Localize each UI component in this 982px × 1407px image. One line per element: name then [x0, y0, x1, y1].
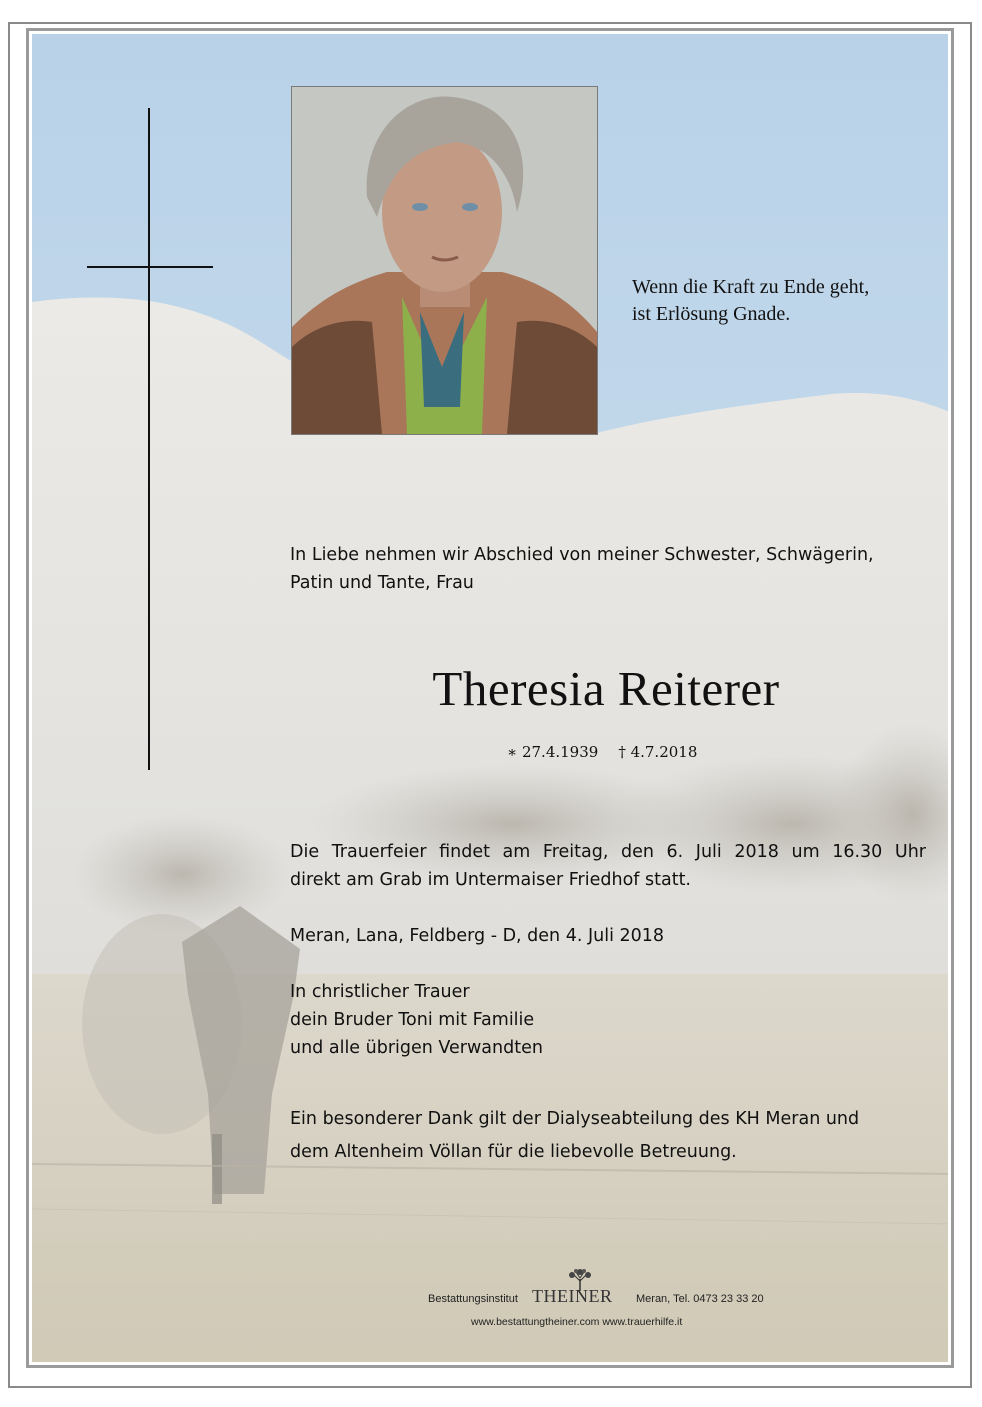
mourners-list	[290, 978, 930, 1062]
intro-line: In Liebe nehmen wir Abschied von meiner Schwester, Schwägerin,	[290, 545, 874, 565]
ceremony-info	[290, 838, 926, 894]
intro-line: Patin und Tante, Frau	[290, 573, 474, 593]
thanks-line: dem Altenheim Völlan für die liebevolle Betreuung.	[290, 1142, 737, 1162]
thanks-line: Ein besonderer Dank gilt der Dialyseabteilung des KH Meran und	[290, 1109, 860, 1129]
footer-label: Bestattungsinstitut	[428, 1293, 518, 1305]
birth-date: ∗ 27.4.1939	[507, 743, 599, 761]
intro-text	[290, 541, 950, 597]
portrait-photo	[291, 86, 598, 435]
quote-line: Wenn die Kraft zu Ende geht,	[632, 276, 870, 298]
ceremony-line: direkt am Grab im Untermaiser Friedhof statt.	[290, 870, 691, 890]
funeral-home-footer	[0, 1283, 982, 1328]
death-date: † 4.7.2018	[618, 743, 698, 761]
life-dates	[507, 743, 697, 761]
funeral-home-brand: THEINER	[532, 1286, 613, 1306]
memorial-quote	[632, 274, 952, 328]
quote-line: ist Erlösung Gnade.	[632, 303, 791, 325]
footer-contact: Meran, Tel. 0473 23 33 20	[636, 1293, 764, 1305]
thanks-note	[290, 1103, 930, 1169]
footer-websites: www.bestattungtheiner.com www.trauerhilfe.it	[471, 1316, 683, 1328]
mourner-line: In christlicher Trauer	[290, 982, 470, 1002]
ceremony-line: Die Trauerfeier findet am Freitag, den 6. Juli 2018 um 16.30 Uhr	[290, 842, 926, 862]
place-and-date: Meran, Lana, Feldberg - D, den 4. Juli 2018	[290, 926, 665, 946]
mourner-line: dein Bruder Toni mit Familie	[290, 1010, 535, 1030]
cross-horizontal-bar	[87, 266, 213, 268]
deceased-name: Theresia Reiterer	[432, 661, 780, 716]
mourner-line: und alle übrigen Verwandten	[290, 1038, 543, 1058]
